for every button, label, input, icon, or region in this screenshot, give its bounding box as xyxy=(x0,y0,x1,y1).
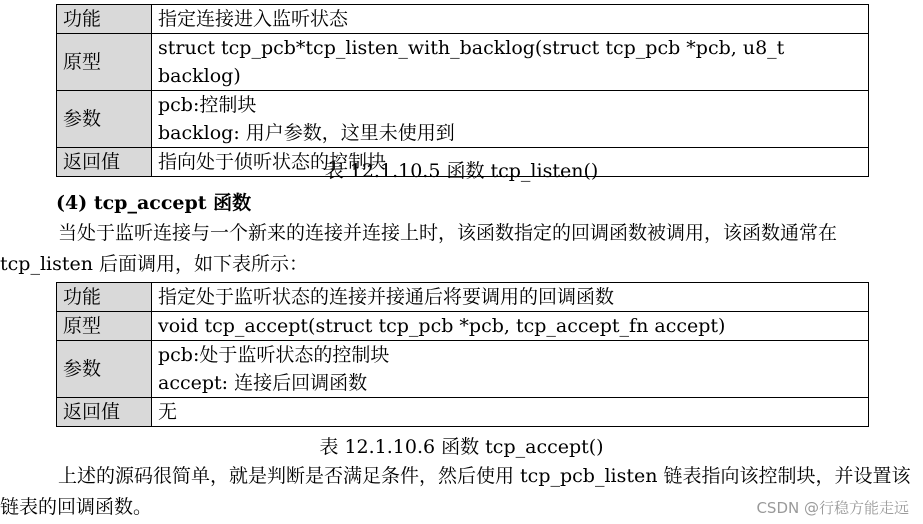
row-key: 返回值 xyxy=(57,148,152,177)
table-row xyxy=(57,283,869,312)
row-key: 参数 xyxy=(57,341,152,398)
param-line: backlog: 用户参数，这里未使用到 xyxy=(158,122,455,144)
table-caption: 表 12.1.10.5 函数 tcp_listen() xyxy=(324,160,599,182)
table-row xyxy=(57,5,869,34)
paragraph: 当处于监听连接与一个新来的连接并连接上时，该函数指定的回调函数被调用，该函数通常在 tcp_listen 后面调用，如下表所示： xyxy=(0,222,838,275)
row-value: 指定连接进入监听状态 xyxy=(152,5,869,34)
row-value xyxy=(152,341,869,398)
section-heading: (4) tcp_accept 函数 xyxy=(56,192,252,214)
row-value xyxy=(152,91,869,148)
param-line: accept: 连接后回调函数 xyxy=(158,372,368,394)
row-value: 指定处于监听状态的连接并接通后将要调用的回调函数 xyxy=(152,283,869,312)
row-key: 原型 xyxy=(57,312,152,341)
param-line: pcb:控制块 xyxy=(158,94,257,116)
table-row xyxy=(57,91,869,148)
row-key: 原型 xyxy=(57,34,152,91)
row-key: 参数 xyxy=(57,91,152,148)
table-row xyxy=(57,312,869,341)
table-row xyxy=(57,34,869,91)
row-key: 返回值 xyxy=(57,398,152,427)
function-table-tcp-accept xyxy=(56,282,869,427)
row-value: struct tcp_pcb*tcp_listen_with_backlog(struct tcp_pcb *pcb, u8_t backlog) xyxy=(152,34,869,91)
paragraph: 上述的源码很简单，就是判断是否满足条件，然后使用 tcp_pcb_listen 链表指向该控制块，并设置该链表的回调函数。 xyxy=(0,465,911,518)
watermark: CSDN @行稳方能走远 xyxy=(756,499,909,517)
row-value: 无 xyxy=(152,398,869,427)
table-row xyxy=(57,398,869,427)
param-line: pcb:处于监听状态的控制块 xyxy=(158,344,390,366)
row-value: void tcp_accept(struct tcp_pcb *pcb, tcp_accept_fn accept) xyxy=(152,312,869,341)
table-row xyxy=(57,341,869,398)
row-key: 功能 xyxy=(57,283,152,312)
row-value: 指向处于侦听状态的控制块 xyxy=(152,148,869,177)
row-key: 功能 xyxy=(57,5,152,34)
function-table-tcp-listen xyxy=(56,4,869,177)
table-caption: 表 12.1.10.6 函数 tcp_accept() xyxy=(319,436,604,458)
